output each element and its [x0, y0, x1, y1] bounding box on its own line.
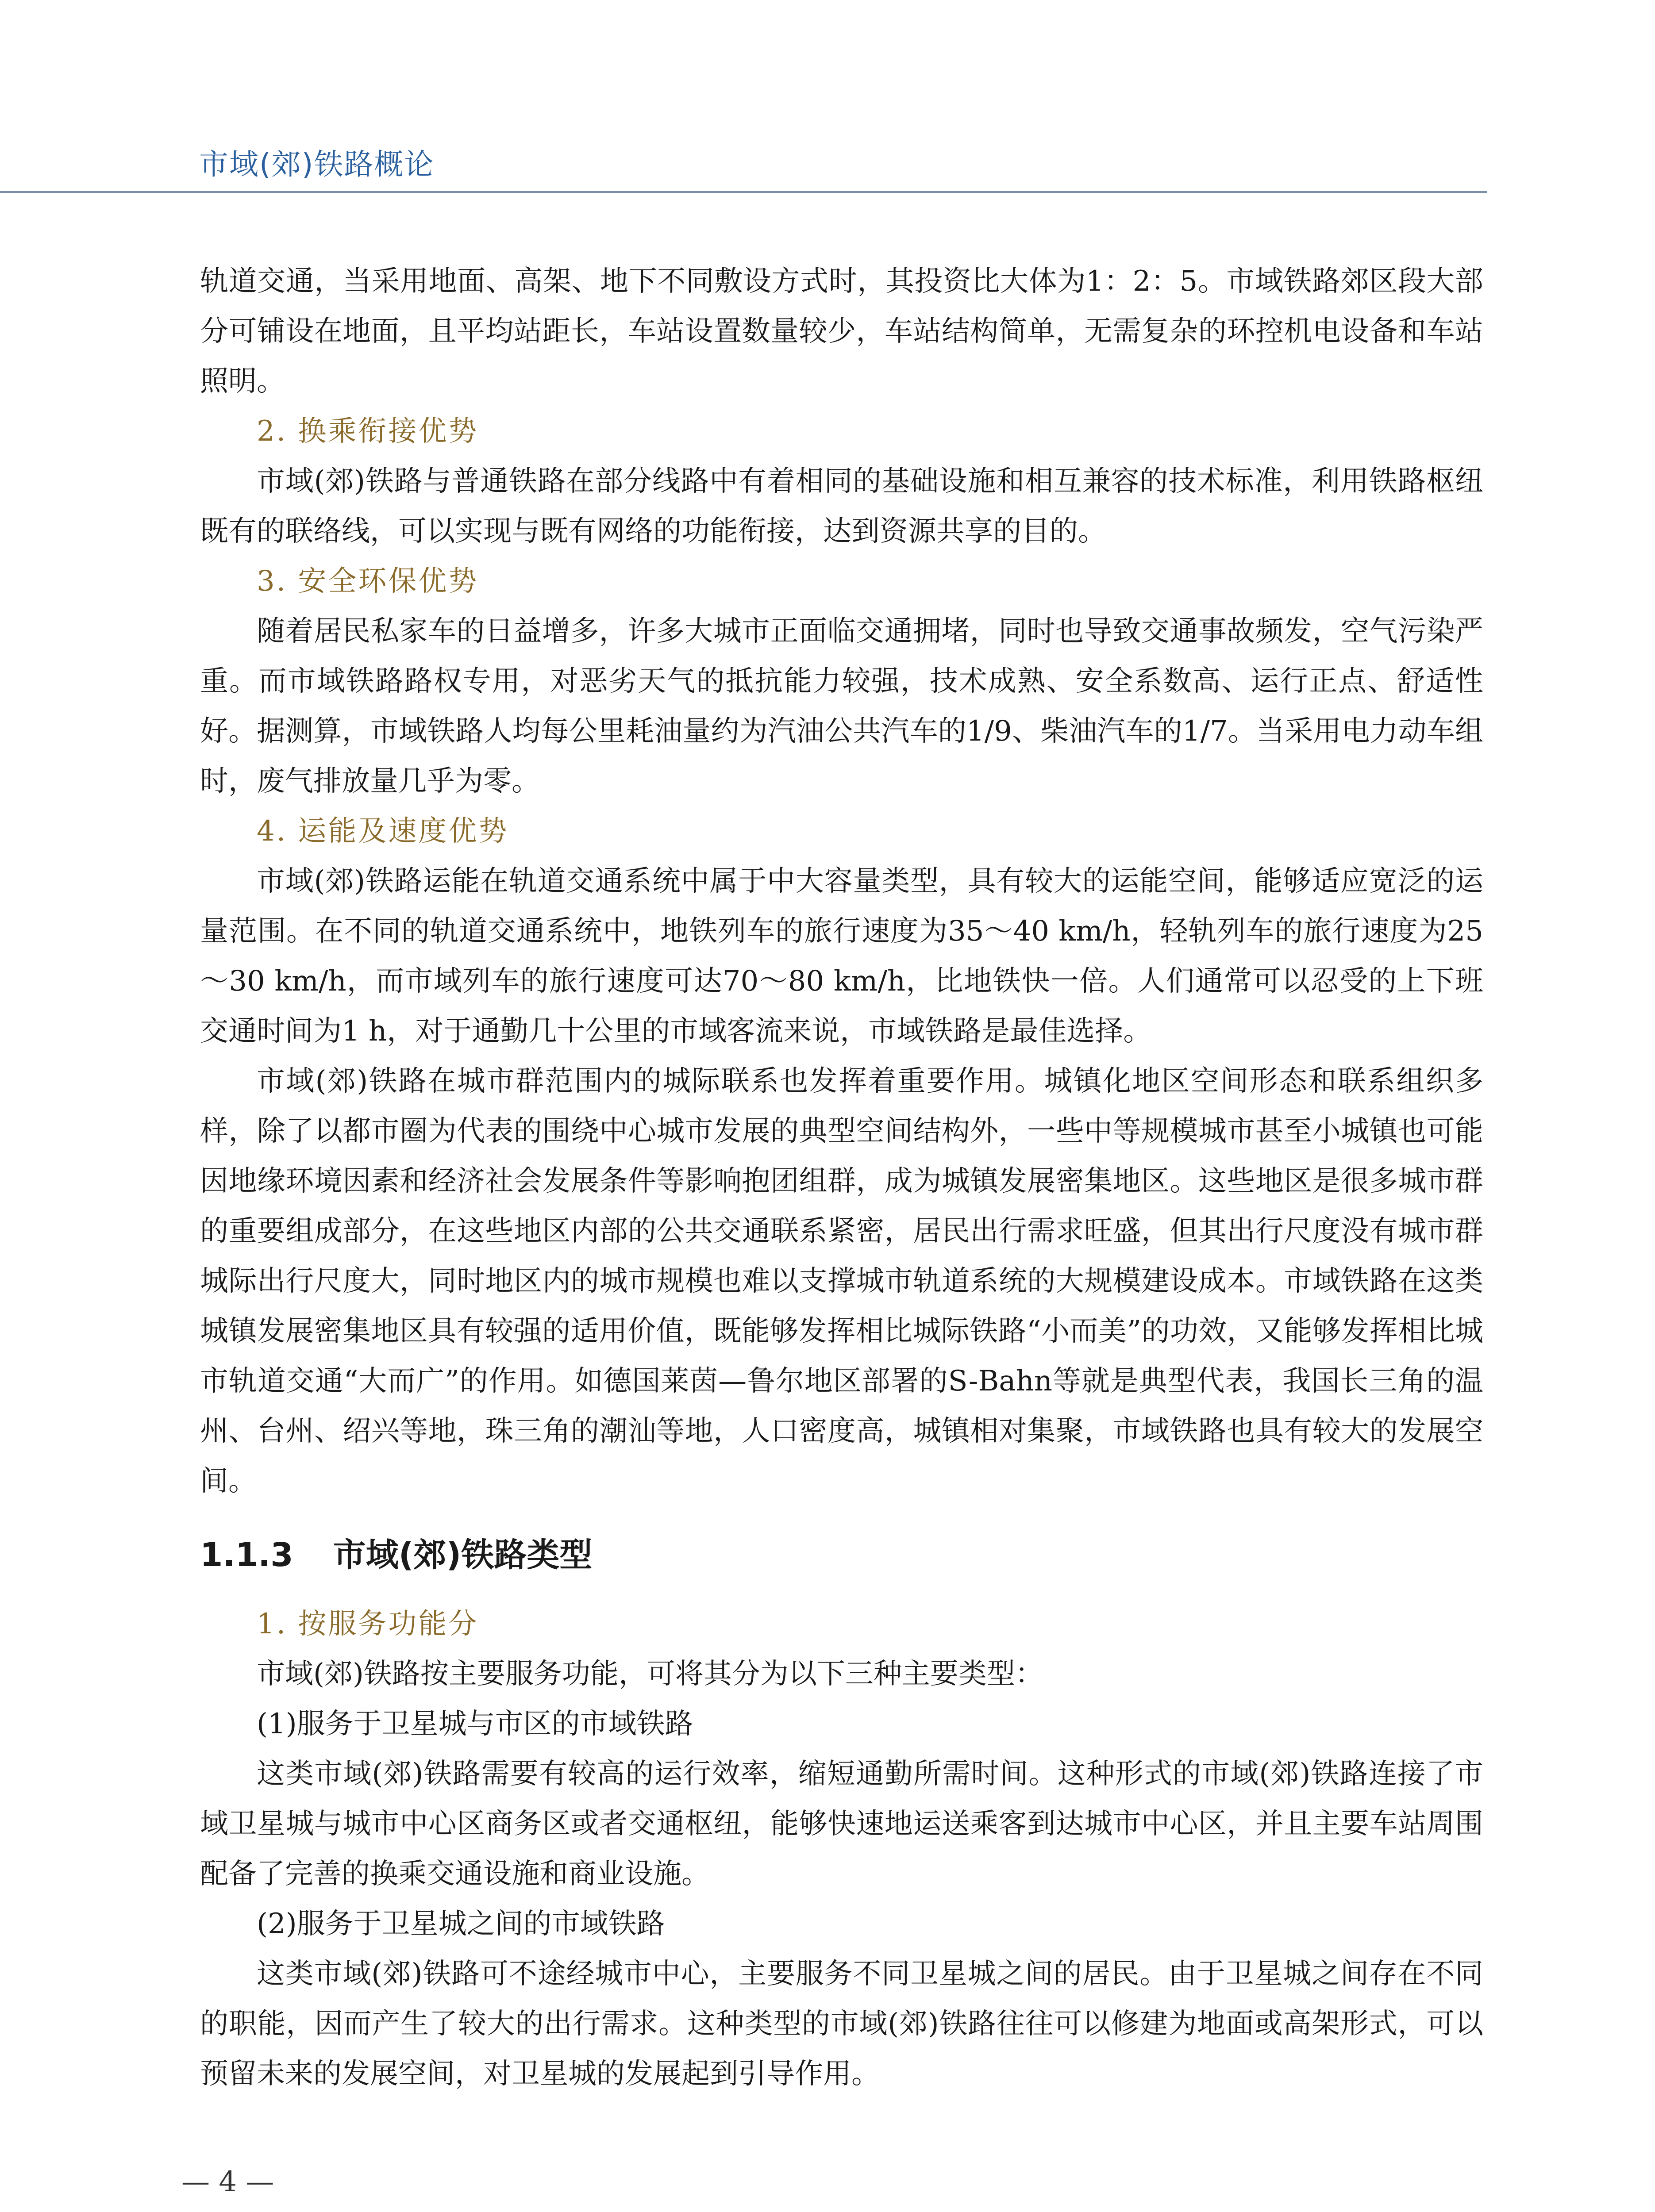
section-heading: [200, 1524, 1483, 1586]
subheading: 2. 换乘衔接优势: [257, 415, 479, 448]
paragraph: 市域(郊)铁路与普通铁路在部分线路中有着相同的基础设施和相互兼容的技术标准，利用铁路枢纽既有的联络线，可以实现与既有网络的功能衔接，达到资源共享的目的。: [200, 465, 1483, 548]
running-head-title: 市域(郊)铁路概论: [199, 147, 435, 181]
section-title: 市域(郊)铁路类型: [333, 1536, 593, 1574]
subheading: 4. 运能及速度优势: [257, 815, 509, 848]
list-heading: (2)服务于卫星城之间的市域铁路: [257, 1908, 665, 1940]
paragraph: 随着居民私家车的日益增多，许多大城市正面临交通拥堵，同时也导致交通事故频发，空气污染严重。而市域铁路路权专用，对恶劣天气的抵抗能力较强，技术成熟、安全系数高、运行正点、舒适性好。据测算，市域铁路人均每公里耗油量约为汽油公共汽车的1/9、柴油汽车的1/7。当采用电力动车组时，废气排放量几乎为零。: [200, 615, 1483, 798]
section-number: 1.1.3: [200, 1536, 293, 1574]
paragraph: 这类市域(郊)铁路可不途经城市中心，主要服务不同卫星城之间的居民。由于卫星城之间存在不同的职能，因而产生了较大的出行需求。这种类型的市域(郊)铁路往往可以修建为地面或高架形式，可以预留未来的发展空间，对卫星城的发展起到引导作用。: [200, 1958, 1483, 2090]
paragraph: 市域(郊)铁路按主要服务功能，可将其分为以下三种主要类型：: [257, 1658, 1043, 1690]
list-heading: (1)服务于卫星城与市区的市域铁路: [257, 1708, 693, 1740]
page-number: — 4 —: [181, 2166, 274, 2198]
paragraph: 这类市域(郊)铁路需要有较高的运行效率，缩短通勤所需时间。这种形式的市域(郊)铁路连接了市域卫星城与城市中心区商务区或者交通枢纽，能够快速地运送乘客到达城市中心区，并且主要车站周围配备了完善的换乘交通设施和商业设施。: [200, 1758, 1483, 1890]
paragraph: 市域(郊)铁路在城市群范围内的城际联系也发挥着重要作用。城镇化地区空间形态和联系组织多样，除了以都市圈为代表的围绕中心城市发展的典型空间结构外，一些中等规模城市甚至小城镇也可能因地缘环境因素和经济社会发展条件等影响抱团组群，成为城镇发展密集地区。这些地区是很多城市群的重要组成部分，在这些地区内部的公共交通联系紧密，居民出行需求旺盛，但其出行尺度没有城市群城际出行尺度大，同时地区内的城市规模也难以支撑城市轨道系统的大规模建设成本。市域铁路在这类城镇发展密集地区具有较强的适用价值，既能够发挥相比城际铁路“小而美”的功效，又能够发挥相比城市轨道交通“大而广”的作用。如德国莱茵—鲁尔地区部署的S-Bahn等就是典型代表，我国长三角的温州、台州、绍兴等地，珠三角的潮汕等地，人口密度高，城镇相对集聚，市域铁路也具有较大的发展空间。: [200, 1065, 1483, 1498]
paragraph: 市域(郊)铁路运能在轨道交通系统中属于中大容量类型，具有较大的运能空间，能够适应宽泛的运量范围。在不同的轨道交通系统中，地铁列车的旅行速度为35～40 km/h，轻轨列车的旅行速度为25～30 km/h，而市域列车的旅行速度可达70～80 km/h，比地铁快一倍。人们通常可以忍受的上下班交通时间为1 h，对于通勤几十公里的市域客流来说，市域铁路是最佳选择。: [200, 865, 1483, 1048]
page-body: [200, 257, 1483, 2099]
header-rule: [0, 191, 1487, 193]
subheading: 1. 按服务功能分: [257, 1608, 479, 1640]
subheading: 3. 安全环保优势: [257, 565, 479, 598]
paragraph: 轨道交通，当采用地面、高架、地下不同敷设方式时，其投资比大体为1：2：5。市域铁路郊区段大部分可铺设在地面，且平均站距长，车站设置数量较少，车站结构简单，无需复杂的环控机电设备和车站照明。: [200, 265, 1483, 398]
